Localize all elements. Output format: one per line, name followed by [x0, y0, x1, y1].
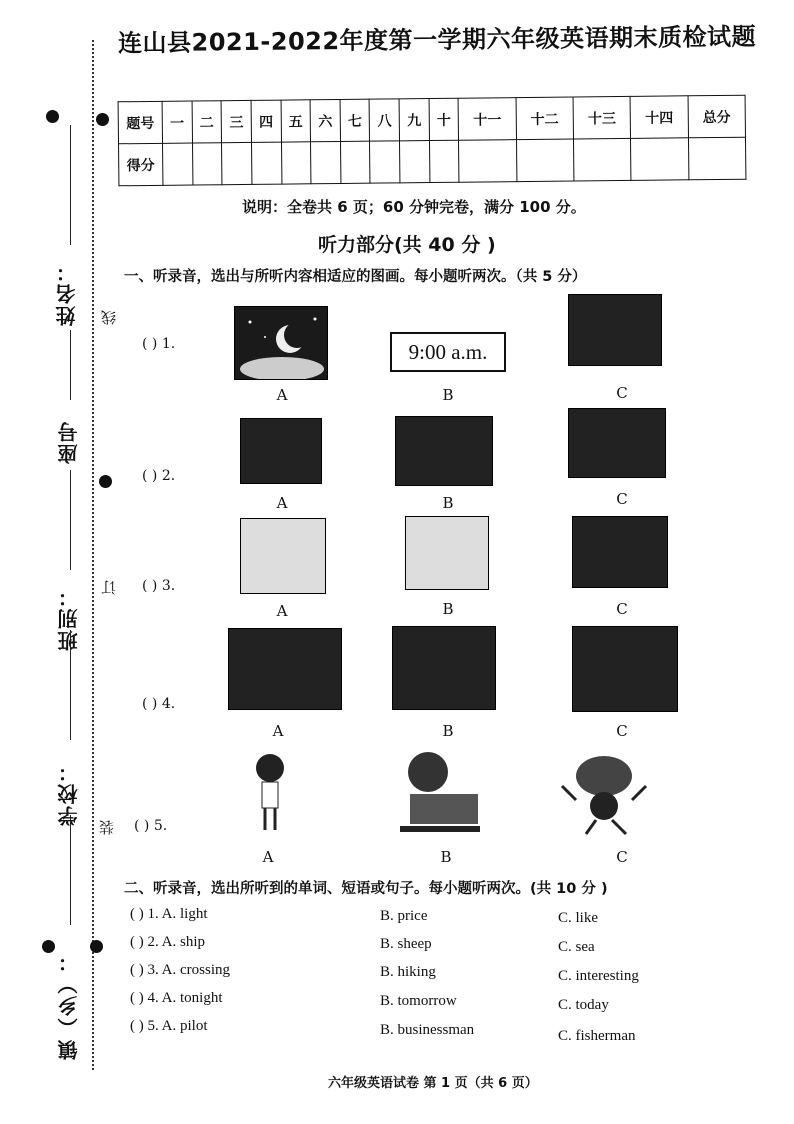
school-line: [70, 815, 71, 925]
option-letter-a: A: [276, 386, 288, 404]
clock-time-box: 9:00 a.m.: [390, 332, 506, 372]
choice-a: ( ) 1. A. light: [130, 906, 208, 922]
binding-hole: [99, 475, 112, 488]
score-input-cell[interactable]: [370, 141, 400, 183]
option-letter-c: C: [616, 722, 628, 740]
night-moon-picture: [234, 306, 328, 380]
choice-c: C. interesting: [558, 968, 639, 984]
town-label: 镇（乡）：: [57, 950, 81, 1060]
score-table-header-row: [118, 95, 745, 144]
choice-b: B. businessman: [380, 1022, 475, 1038]
school-label: 学校：: [57, 760, 81, 826]
choice-c: C. fisherman: [558, 1028, 636, 1044]
option-letter-c: C: [616, 600, 628, 618]
building-picture: [392, 626, 496, 710]
choice-b: B. hiking: [380, 964, 436, 980]
choice-b: B. tomorrow: [380, 993, 457, 1009]
choice-a: ( ) 3. A. crossing: [130, 962, 230, 978]
sad-boy-picture: [240, 750, 298, 834]
choice-a: ( ) 2. A. ship: [130, 934, 205, 950]
plane-picture: [568, 408, 666, 478]
exam-note: 说明：全卷共 6 页；60 分钟完卷，满分 100 分。: [242, 198, 586, 216]
choice-b: B. price: [380, 908, 428, 924]
option-letter-b: B: [440, 848, 452, 866]
name-line-2: [70, 330, 71, 400]
option-letter-b: B: [442, 386, 454, 404]
worker-picture: [240, 518, 326, 594]
score-input-cell[interactable]: [459, 140, 517, 183]
binding-text-seal: 订: [100, 580, 118, 595]
name-label: 姓名：: [55, 260, 79, 326]
score-cell: 八: [370, 99, 400, 141]
option-letter-b: B: [442, 494, 454, 512]
choice-c: C. today: [558, 997, 609, 1013]
option-letter-b: B: [442, 600, 454, 618]
boy-icon: [240, 750, 298, 834]
score-cell: 二: [192, 101, 222, 143]
binding-hole: [90, 940, 103, 953]
person-desk-icon: [390, 744, 486, 836]
option-letter-a: A: [276, 494, 288, 512]
score-cell: 五: [281, 100, 311, 142]
choice-b: B. sheep: [380, 936, 432, 952]
score-row-label: 得分: [119, 143, 163, 185]
score-table: [118, 95, 747, 187]
question-number: ( ) 1.: [142, 336, 176, 352]
score-cell: 十四: [630, 96, 688, 139]
score-input-cell[interactable]: [222, 142, 252, 184]
section1-title: 一、听录音，选出与所听内容相适应的图画。每小题听两次。（共 5 分）: [124, 269, 587, 285]
option-letter-a: A: [272, 722, 284, 740]
binding-text-line: 线: [100, 310, 118, 325]
binding-hole: [96, 113, 109, 126]
score-cell: 十一: [458, 98, 516, 141]
question-number: ( ) 2.: [142, 468, 176, 484]
listening-part-title: 听力部分(共 40 分 ): [318, 234, 496, 256]
score-cell: 四: [251, 100, 281, 142]
score-cell: 总分: [688, 95, 746, 138]
score-input-cell[interactable]: [192, 143, 222, 185]
page-footer: 六年级英语试卷 第 1 页（共 6 页）: [328, 1076, 538, 1091]
option-letter-a: A: [276, 602, 288, 620]
class-line: [70, 630, 71, 740]
seat-label: 座号: [57, 420, 81, 464]
choice-a: ( ) 5. A. pilot: [130, 1018, 208, 1034]
score-input-cell[interactable]: [573, 138, 631, 181]
class-label: 班别：: [57, 585, 81, 651]
section2-title: 二、听录音，选出所听到的单词、短语或句子。每小题听两次。(共 10 分 ): [124, 881, 608, 897]
happy-girl-picture: [556, 750, 652, 836]
option-letter-c: C: [616, 384, 628, 402]
score-input-cell[interactable]: [516, 139, 574, 182]
binding-dotted-line: [92, 40, 94, 1070]
score-cell: 题号: [118, 101, 162, 143]
factory-picture: [572, 516, 668, 588]
train-picture: [395, 416, 493, 486]
choice-a: ( ) 4. A. tonight: [130, 990, 223, 1006]
score-cell: 三: [221, 100, 251, 142]
score-input-cell[interactable]: [631, 138, 689, 181]
score-input-cell[interactable]: [340, 141, 370, 183]
question-number: ( ) 4.: [142, 696, 176, 712]
score-cell: 十二: [516, 97, 574, 140]
question-number: ( ) 3.: [142, 578, 176, 594]
choice-c: C. like: [558, 910, 598, 926]
library-picture: [228, 628, 342, 710]
binding-hole: [46, 110, 59, 123]
girl-icon: [556, 750, 652, 836]
moon-icon: [235, 307, 328, 380]
option-letter-c: C: [616, 848, 628, 866]
option-letter-a: A: [262, 848, 274, 866]
score-input-cell[interactable]: [688, 137, 746, 180]
score-input-cell[interactable]: [429, 140, 459, 182]
score-input-cell[interactable]: [251, 142, 281, 184]
seat-line: [70, 470, 71, 570]
option-letter-b: B: [442, 722, 454, 740]
score-cell: 十三: [573, 96, 631, 139]
street-picture: [568, 294, 662, 366]
policeman-picture: [405, 516, 489, 590]
score-cell: 六: [310, 99, 340, 141]
tired-person-picture: [390, 744, 486, 836]
score-input-cell[interactable]: [400, 141, 430, 183]
binding-text-bind: 装: [98, 820, 116, 835]
score-cell: 十: [429, 98, 459, 140]
option-letter-c: C: [616, 490, 628, 508]
score-table-score-row: [119, 137, 746, 186]
score-input-cell[interactable]: [163, 143, 193, 185]
score-cell: 九: [399, 99, 429, 141]
subway-picture: [240, 418, 322, 484]
exam-title: 连山县2021-2022年度第一学期六年级英语期末质检试题: [117, 22, 757, 58]
score-input-cell[interactable]: [311, 141, 341, 183]
name-line: [70, 125, 71, 245]
score-cell: 七: [340, 99, 370, 141]
score-input-cell[interactable]: [281, 142, 311, 184]
question-number: ( ) 5.: [134, 818, 168, 834]
choice-c: C. sea: [558, 939, 595, 955]
score-cell: 一: [162, 101, 192, 143]
supermarket-picture: [572, 626, 678, 712]
